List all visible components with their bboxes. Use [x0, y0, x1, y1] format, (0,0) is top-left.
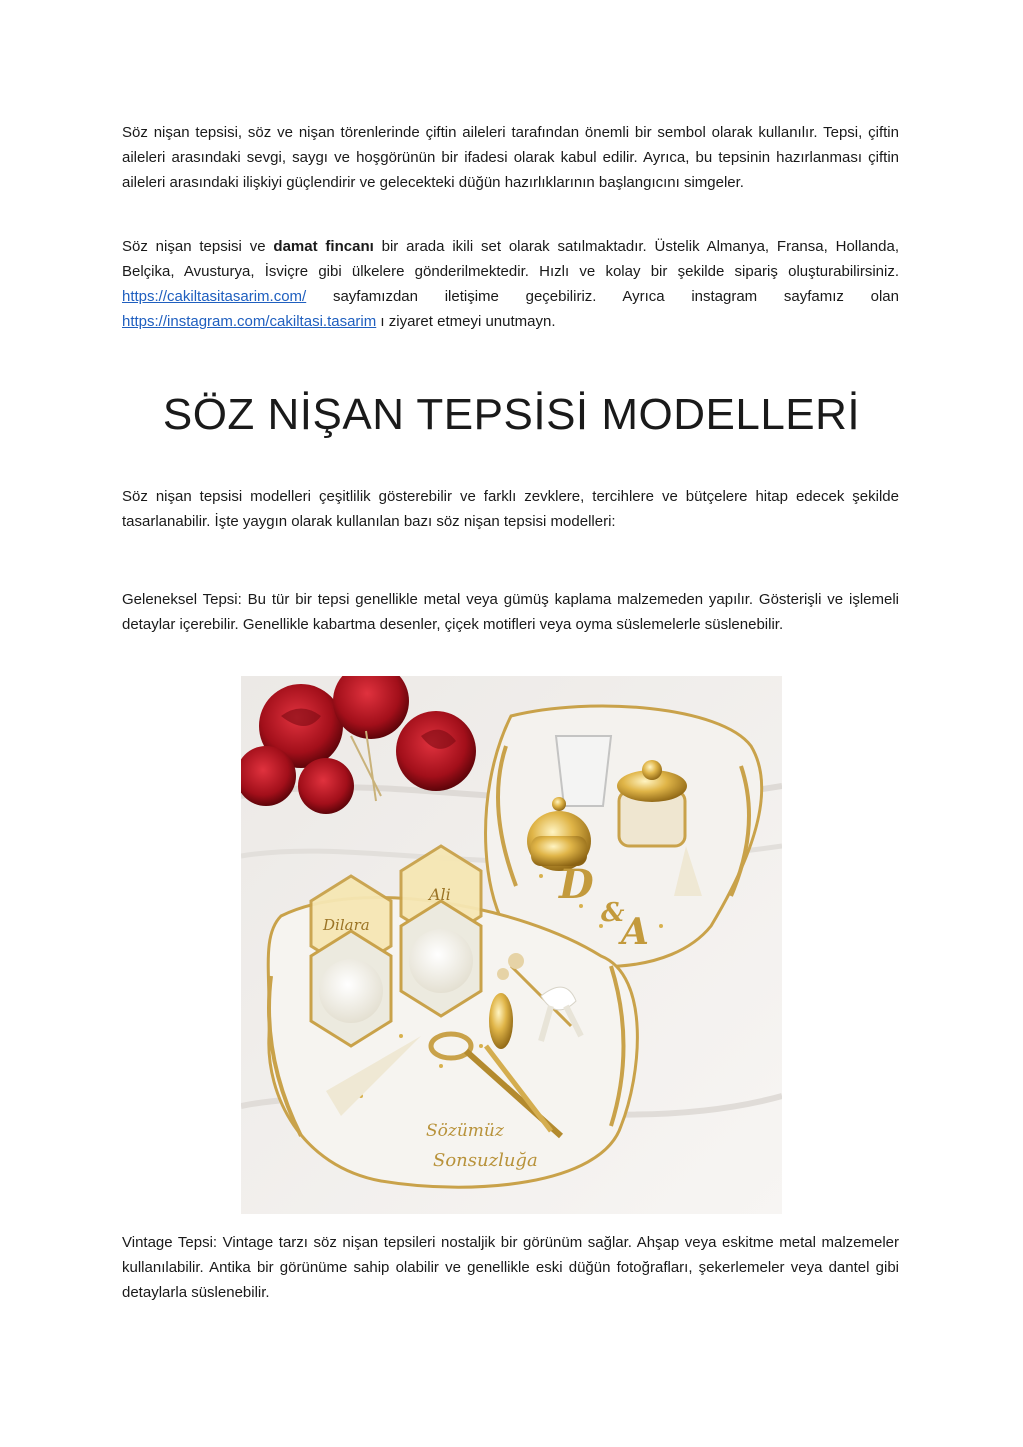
tray-set-illustration	[241, 676, 782, 1214]
tray-ampersand: &	[601, 898, 625, 928]
box-name-dilara: Dilara	[323, 916, 370, 934]
intro-paragraph: Söz nişan tepsisi, söz ve nişan törenlerinde çiftin aileleri tarafından önemli bir sembol olarak kullanılır. Tepsi, çiftin aileleri arasındaki sevgi, saygı ve hoşgörünün bir ifadesi olarak kabul edilir. Ayrıca, bu tepsinin hazırlanması çiftin aileleri arasındaki ilişkiyi güçlendirir ve gelecekteki düğün hazırlıklarının başlangıcını simgeler.	[122, 124, 899, 191]
section-title: SÖZ NİŞAN TEPSİSİ MODELLERİ	[162, 390, 861, 439]
order-text-part3: sayfamızdan iletişime geçebiliriz. Ayrıca instagram sayfamız olan	[306, 288, 899, 305]
tray-text-sozumuz: Sözümüz	[426, 1121, 504, 1141]
name-box-left	[311, 876, 391, 1046]
traditional-tray-paragraph: Geleneksel Tepsi: Bu tür bir tepsi genellikle metal veya gümüş kaplama malzemeden yapılır. Gösterişli ve işlemeli detaylar içerebilir. Genellikle kabartma desenler, çiçek motifleri veya oyma süslemelerle süslenebilir.	[122, 591, 899, 633]
box-name-ali: Ali	[429, 885, 451, 904]
order-text-part4: ı ziyaret etmeyi unutmayn.	[376, 313, 556, 330]
instagram-link[interactable]: https://instagram.com/cakiltasi.tasarim	[122, 313, 377, 330]
models-intro-paragraph: Söz nişan tepsisi modelleri çeşitlilik gösterebilir ve farklı zevklere, tercihlere ve bütçelere hitap edecek şekilde tasarlanabilir. İşte yaygın olarak kullanılan bazı söz nişan tepsisi modelleri:	[122, 488, 899, 530]
name-box-right	[401, 846, 481, 1016]
shot-glass	[556, 736, 611, 806]
tray-initial-a: A	[621, 911, 649, 953]
order-info-paragraph	[122, 234, 899, 334]
tray-set-photo	[241, 676, 782, 1214]
damat-fincani-bold: damat fincanı	[273, 238, 374, 255]
tray-text-sonsuzluga: Sonsuzluğa	[433, 1150, 538, 1171]
order-text-part2: bir arada ikili set olarak satılmaktadır. Üstelik Almanya, Fransa, Hollanda, Belçika, Avusturya, İsviçre gibi ülkelere gönderilmektedir. Hızlı ve kolay bir şekilde sipariş oluşturabilirsiniz.	[122, 238, 899, 280]
order-text-part1: Söz nişan tepsisi ve	[122, 238, 274, 255]
vintage-tray-paragraph: Vintage Tepsi: Vintage tarzı söz nişan tepsileri nostaljik bir görünüm sağlar. Ahşap veya eskitme metal malzemeler kullanılabilir. Antika bir görünüme sahip olabilir ve genellikle eski düğün fotoğrafları, şekerlemeler veya dantel gibi detaylarla süslenebilir.	[122, 1234, 899, 1301]
website-link[interactable]: https://cakiltasitasarim.com/	[122, 288, 307, 305]
tray-initial-d: D	[559, 861, 594, 908]
